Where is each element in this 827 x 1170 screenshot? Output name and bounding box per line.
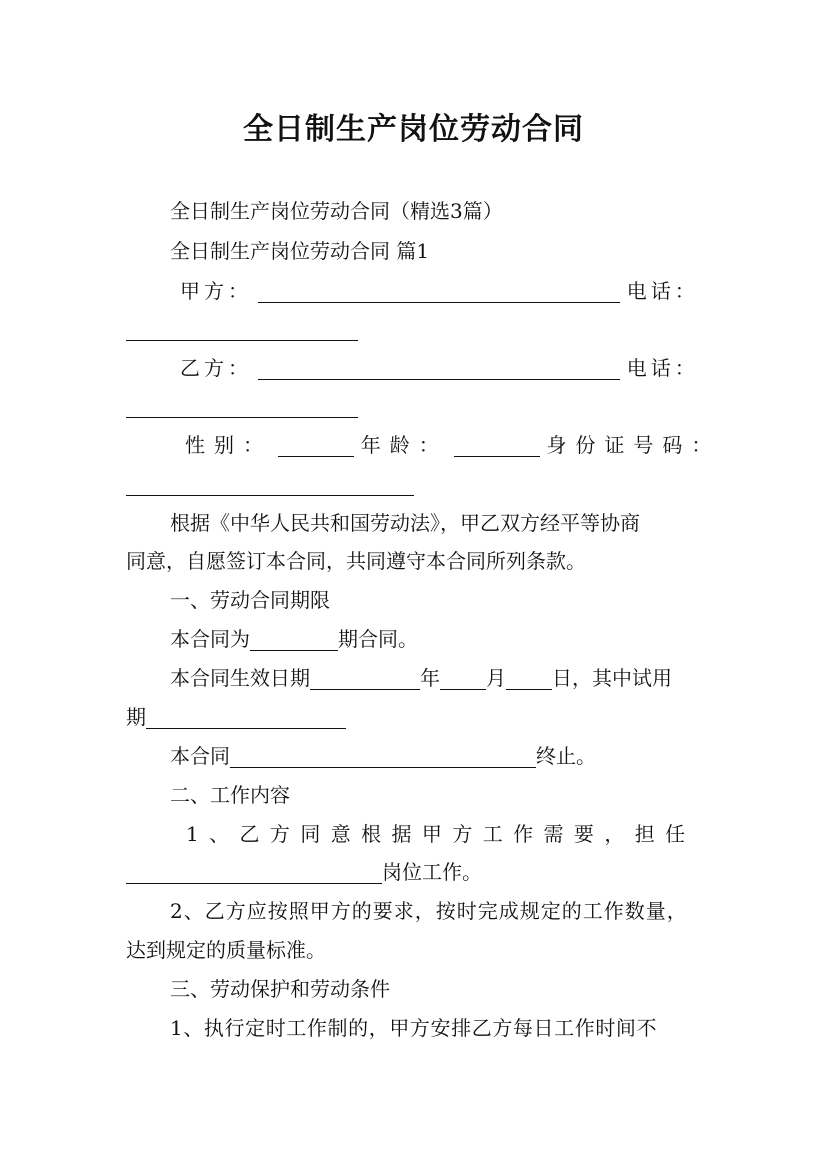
work-item-1-line-1: 1、乙方同意根据甲方工作需要，担任 [186, 822, 696, 846]
gender-label: 性别： [185, 433, 272, 457]
party-a-line [180, 276, 699, 306]
section-3-heading: 三、劳动保护和劳动条件 [170, 977, 390, 1001]
party-a-phone-line [126, 314, 358, 344]
party-b-blank[interactable] [258, 359, 620, 380]
personal-info-line [185, 430, 720, 460]
effective-day-blank[interactable] [506, 669, 552, 690]
party-b-label: 乙方： [180, 356, 252, 380]
position-blank[interactable] [126, 863, 382, 884]
work-item-1-line-2 [126, 857, 482, 887]
id-number-label: 身份证号码： [546, 433, 721, 457]
party-a-label: 甲方： [180, 279, 252, 303]
law-paragraph-line-2: 同意，自愿签订本合同，共同遵守本合同所列条款。 [126, 549, 586, 573]
effective-month-blank[interactable] [440, 669, 486, 690]
effective-prefix: 本合同生效日期 [170, 666, 310, 690]
chapter-heading: 全日制生产岗位劳动合同 篇1 [170, 239, 430, 263]
section-1-heading: 一、劳动合同期限 [170, 588, 330, 612]
term-blank[interactable] [250, 630, 338, 651]
trial-period-blank[interactable] [146, 708, 346, 729]
law-paragraph-line-1: 根据《中华人民共和国劳动法》，甲乙双方经平等协商 [170, 511, 640, 535]
protection-item-1: 1、执行定时工作制的，甲方安排乙方每日工作时间不 [170, 1016, 658, 1040]
party-b-phone-line [126, 391, 358, 421]
id-number-blank[interactable] [126, 475, 414, 496]
party-b-line [180, 353, 699, 383]
section-2-heading: 二、工作内容 [170, 783, 290, 807]
contract-term-line [170, 624, 418, 654]
year-label: 年 [420, 666, 440, 690]
month-label: 月 [486, 666, 506, 690]
age-label: 年龄： [360, 433, 448, 457]
work-item-2-line-1: 2、乙方应按照甲方的要求，按时完成规定的工作数量， [170, 899, 688, 923]
work-item-2-line-2: 达到规定的质量标准。 [126, 938, 326, 962]
document-title: 全日制生产岗位劳动合同 [243, 112, 584, 147]
end-prefix: 本合同 [170, 744, 230, 768]
party-b-phone-label: 电话： [626, 356, 699, 380]
effective-date-line [170, 663, 672, 693]
trial-period-line [126, 702, 346, 732]
subtitle: 全日制生产岗位劳动合同（精选3篇） [170, 199, 503, 223]
id-number-line [126, 469, 414, 499]
day-trial-text: 日，其中试用 [552, 666, 672, 690]
term-suffix: 期合同。 [338, 627, 418, 651]
term-prefix: 本合同为 [170, 627, 250, 651]
position-suffix: 岗位工作。 [382, 860, 482, 884]
gender-blank[interactable] [278, 436, 354, 457]
effective-year-blank[interactable] [310, 669, 420, 690]
age-blank[interactable] [454, 436, 540, 457]
end-date-blank[interactable] [230, 747, 536, 768]
party-a-phone-label: 电话： [626, 279, 699, 303]
party-a-blank[interactable] [258, 282, 620, 303]
end-suffix: 终止。 [536, 744, 596, 768]
party-a-phone-blank[interactable] [126, 320, 358, 341]
period-label: 期 [126, 705, 146, 729]
party-b-phone-blank[interactable] [126, 397, 358, 418]
end-date-line [170, 741, 596, 771]
